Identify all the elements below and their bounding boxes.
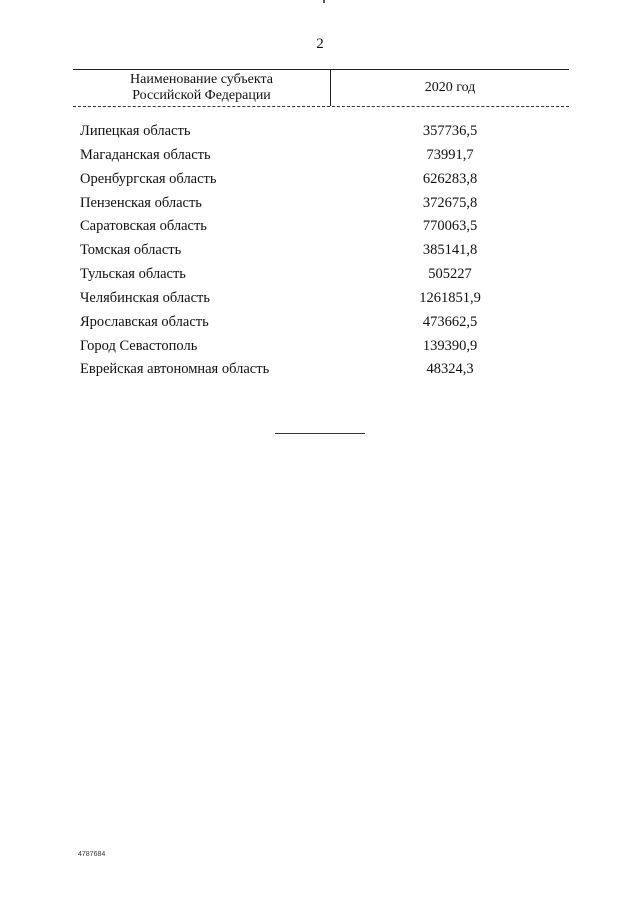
region-name: Пензенская область: [80, 194, 202, 211]
region-value: 48324,3: [426, 361, 474, 378]
header-name-column: [73, 72, 330, 104]
document-id: 4787684: [78, 851, 106, 858]
table-row: [0, 168, 640, 192]
table-body: [0, 120, 640, 382]
table-row: [0, 335, 640, 359]
header-name-line1: Наименование субъекта: [130, 72, 273, 87]
region-value: 385141,8: [422, 242, 478, 259]
region-name: Магаданская область: [80, 146, 211, 163]
table-row: [0, 358, 640, 382]
table-row: [0, 120, 640, 144]
region-value: 372675,8: [422, 194, 478, 211]
region-name: Томская область: [80, 242, 182, 259]
header-year-column: 2020 год: [424, 80, 476, 95]
region-name: Оренбургская область: [80, 170, 217, 187]
region-value: 626283,8: [422, 170, 478, 187]
table-row: [0, 215, 640, 239]
table-row: [0, 311, 640, 335]
scan-mark: [323, 0, 325, 3]
header-name-line2: Российской Федерации: [132, 88, 271, 103]
region-value: 73991,7: [426, 146, 474, 163]
region-value: 505227: [428, 266, 472, 283]
region-name: Еврейская автономная область: [80, 361, 270, 378]
region-value: 139390,9: [422, 337, 478, 354]
region-name: Тульская область: [80, 266, 186, 283]
table-row: [0, 192, 640, 216]
page-number: 2: [316, 36, 324, 52]
region-name: Липецкая область: [80, 123, 191, 139]
region-name: Челябинская область: [80, 289, 210, 306]
table-row: [0, 287, 640, 311]
end-of-table-rule: [275, 433, 365, 434]
region-value: 770063,5: [422, 218, 478, 235]
table-row: [0, 144, 640, 168]
table-row: [0, 239, 640, 263]
region-value: 357736,5: [422, 123, 478, 139]
region-name: Город Севастополь: [80, 337, 198, 354]
table-row: [0, 263, 640, 287]
region-value: 473662,5: [422, 313, 478, 330]
region-name: Ярославская область: [80, 313, 209, 330]
region-value: 1261851,9: [419, 289, 481, 306]
region-name: Саратовская область: [80, 218, 207, 235]
table-header: [73, 69, 569, 107]
